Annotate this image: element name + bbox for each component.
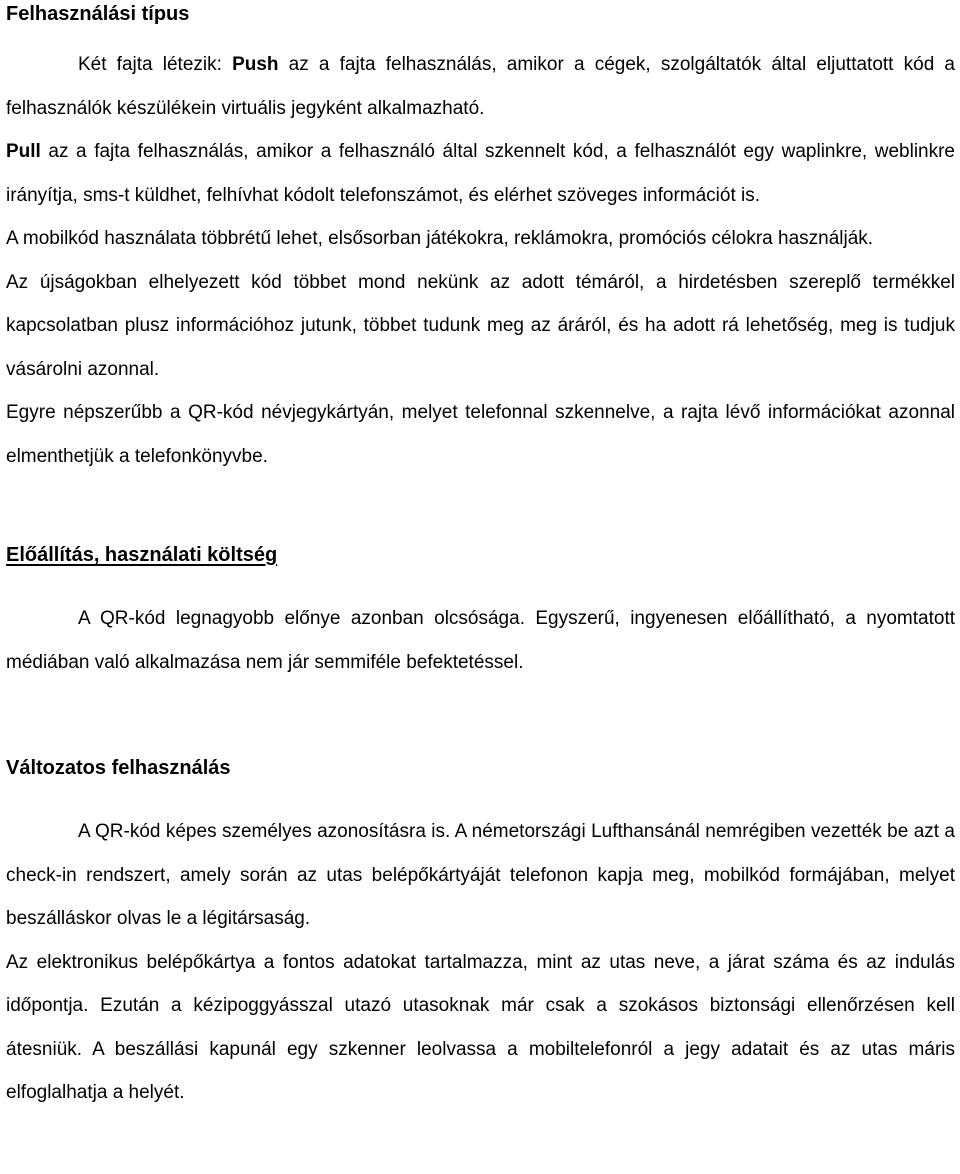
paragraph-push <box>6 43 955 130</box>
section-title: Felhasználási típus <box>6 3 190 25</box>
paragraph-ujsagok: Az újságokban elhelyezett kód többet mond nekünk az adott témáról, a hirdetésben szereplő termékkel kapcsolatban plusz információhoz jutunk, többet tudunk meg az áráról, és ha adott rá lehetőség, meg is tudjuk vásárolni azonnal. <box>6 271 955 380</box>
section-eloallitas <box>6 542 955 684</box>
paragraph-mobilkod: A mobilkód használata többrétű lehet, elsősorban játékokra, reklámokra, promóciós célokra használják. <box>6 228 874 249</box>
section-felhasznalasi-tipus <box>6 1 955 478</box>
document-page <box>6 0 955 1115</box>
paragraph-belepokartya: Az elektronikus belépőkártya a fontos adatokat tartalmazza, mint az utas neve, a járat száma és az indulás időpontja. Ezután a kézipoggyásszal utazó utasoknak már csak a szokásos biztonsági ellenőrzésen kell átesniük. A beszállási kapunál egy szkenner leolvassa a mobiltelefonról a jegy adatait és az utas máris elfoglalhatja a helyét. <box>6 951 955 1103</box>
paragraph-text: az a fajta felhasználás, amikor a felhasználó által szkennelt kód, a felhasználót egy waplinkre, weblinkre irányítja, sms-t küldhet, felhívhat kódolt telefonszámot, és elérhet szöveges információt is. <box>6 141 955 206</box>
section-valtozatos-felhasznalas <box>6 755 955 1115</box>
paragraph-olcsosag: A QR-kód legnagyobb előnye azonban olcsósága. Egyszerű, ingyenesen előállítható, a nyomtatott médiában való alkalmazása nem jár semmiféle befektetéssel. <box>6 608 955 673</box>
paragraph-text: Két fajta létezik: <box>78 54 233 75</box>
bold-term-push: Push <box>232 54 279 75</box>
paragraph-nevjegykartya: Egyre népszerűbb a QR-kód névjegykártyán, melyet telefonnal szkennelve, a rajta lévő információkat azonnal elmenthetjük a telefonkönyvbe. <box>6 402 955 467</box>
bold-term-pull: Pull <box>6 141 41 162</box>
paragraph-text: az a fajta felhasználás, amikor a cégek, szolgáltatók által eljuttatott kód a felhasználók készülékein virtuális jegyként alkalmazható. <box>6 54 955 119</box>
section-title: Előállítás, használati költség <box>6 544 278 566</box>
paragraph-lufthansa: A QR-kód képes személyes azonosításra is. A németországi Lufthansánál nemrégiben vezették be azt a check-in rendszert, amely során az utas belépőkártyáját telefonon kapja meg, mobilkód formájában, melyet beszálláskor olvas le a légitársaság. <box>6 821 955 929</box>
paragraph-pull <box>6 130 955 217</box>
section-title: Változatos felhasználás <box>6 757 231 779</box>
